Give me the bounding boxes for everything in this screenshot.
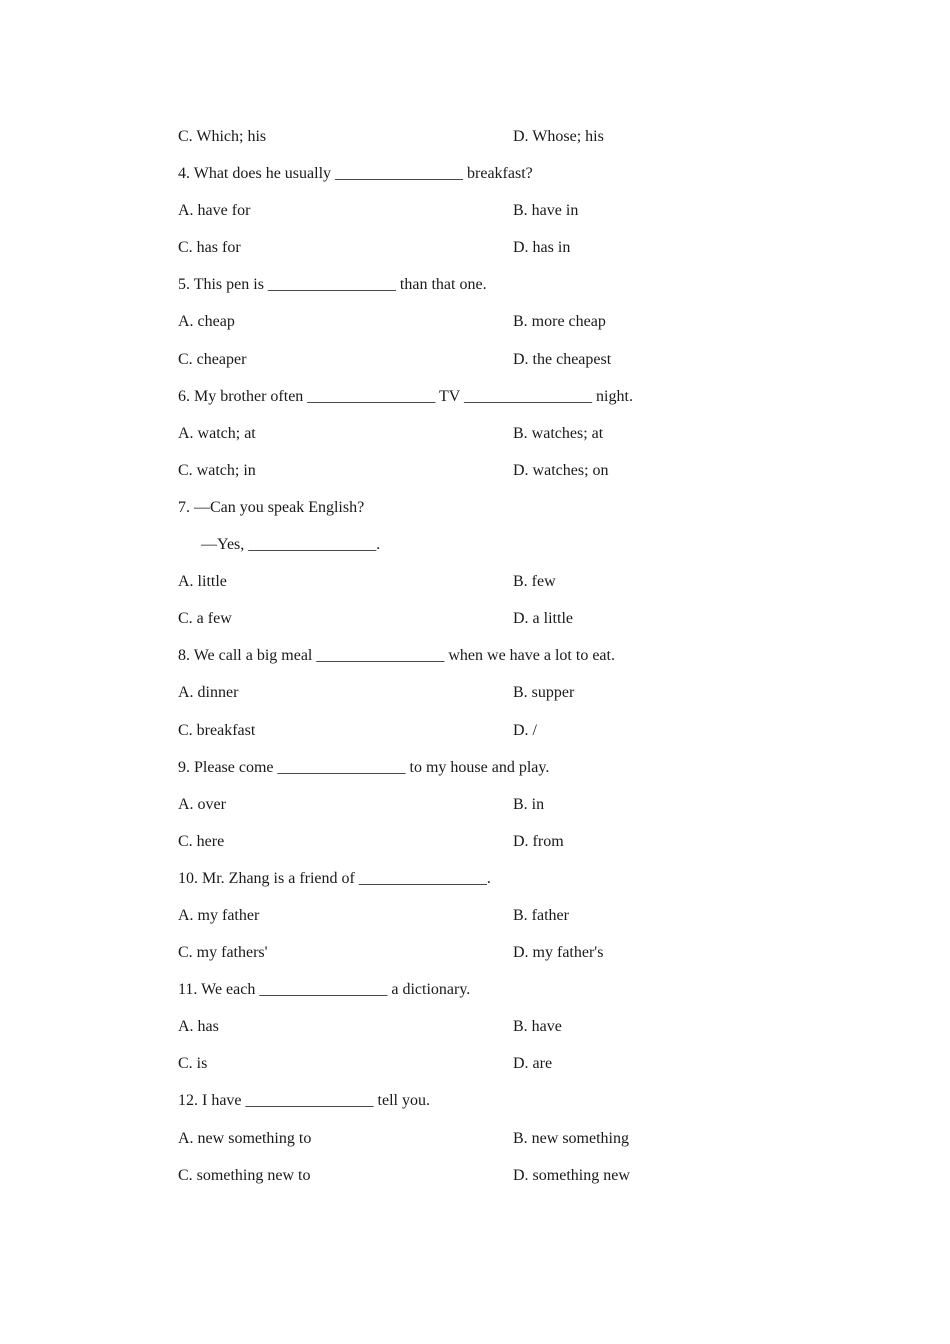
option-d: D. my father's	[513, 944, 604, 962]
option-c: C. my fathers'	[178, 944, 268, 962]
option-c: C. a few	[178, 610, 232, 628]
option-row	[178, 897, 778, 934]
option-row	[178, 786, 778, 823]
option-c: C. something new to	[178, 1166, 311, 1184]
question-list	[178, 118, 778, 1194]
dialog-line: —Yes, ________________.	[201, 536, 381, 554]
option-row	[178, 229, 778, 266]
option-row	[178, 712, 778, 749]
option-b: B. watches; at	[513, 424, 604, 442]
option-b: B. have in	[513, 202, 579, 220]
option-a: A. my father	[178, 906, 260, 924]
option-a: A. watch; at	[178, 424, 256, 442]
option-a: A. has	[178, 1018, 219, 1036]
option-row	[178, 600, 778, 637]
option-b: B. more cheap	[513, 313, 606, 331]
option-d: D. a little	[513, 610, 573, 628]
option-row	[178, 1045, 778, 1082]
option-a: A. dinner	[178, 684, 239, 702]
option-d: D. the cheapest	[513, 350, 612, 368]
option-row	[178, 303, 778, 340]
option-d: D. are	[513, 1055, 553, 1073]
option-row	[178, 452, 778, 489]
question-text: 7. —Can you speak English?	[178, 498, 365, 516]
option-d: D. watches; on	[513, 461, 609, 479]
option-a: A. over	[178, 795, 226, 813]
question-text: 5. This pen is ________________ than that one.	[178, 276, 487, 294]
option-row	[178, 934, 778, 971]
question-text: 6. My brother often ________________ TV ________________ night.	[178, 387, 633, 405]
option-row	[178, 118, 778, 155]
option-b: B. new something	[513, 1129, 629, 1147]
option-row	[178, 563, 778, 600]
option-b: B. father	[513, 906, 569, 924]
option-c: C. here	[178, 832, 225, 850]
question-text: 9. Please come ________________ to my house and play.	[178, 758, 550, 776]
option-b: B. in	[513, 795, 545, 813]
question-text: 8. We call a big meal ________________ when we have a lot to eat.	[178, 647, 615, 665]
option-b: B. supper	[513, 684, 575, 702]
option-row	[178, 341, 778, 378]
option-a: A. have for	[178, 202, 251, 220]
question-text: 12. I have ________________ tell you.	[178, 1092, 430, 1110]
option-c: C. cheaper	[178, 350, 247, 368]
option-a: A. cheap	[178, 313, 235, 331]
question-text: 10. Mr. Zhang is a friend of ________________.	[178, 869, 491, 887]
option-d: D. from	[513, 832, 564, 850]
option-c: C. Which; his	[178, 128, 267, 145]
option-row	[178, 674, 778, 711]
option-row	[178, 823, 778, 860]
option-a: A. new something to	[178, 1129, 312, 1147]
question-text: 11. We each ________________ a dictionary.	[178, 981, 471, 999]
option-d: D. /	[513, 721, 537, 739]
option-row	[178, 415, 778, 452]
question-text: 4. What does he usually ________________ breakfast?	[178, 165, 533, 183]
option-b: B. have	[513, 1018, 562, 1036]
option-c: C. has for	[178, 239, 241, 257]
option-d: D. has in	[513, 239, 571, 257]
option-row	[178, 192, 778, 229]
option-d: D. Whose; his	[513, 128, 604, 145]
option-row	[178, 1157, 778, 1194]
option-row	[178, 1008, 778, 1045]
option-c: C. is	[178, 1055, 208, 1073]
option-c: C. watch; in	[178, 461, 256, 479]
option-c: C. breakfast	[178, 721, 256, 739]
option-b: B. few	[513, 573, 556, 591]
option-d: D. something new	[513, 1166, 630, 1184]
option-a: A. little	[178, 573, 227, 591]
option-row	[178, 1120, 778, 1157]
